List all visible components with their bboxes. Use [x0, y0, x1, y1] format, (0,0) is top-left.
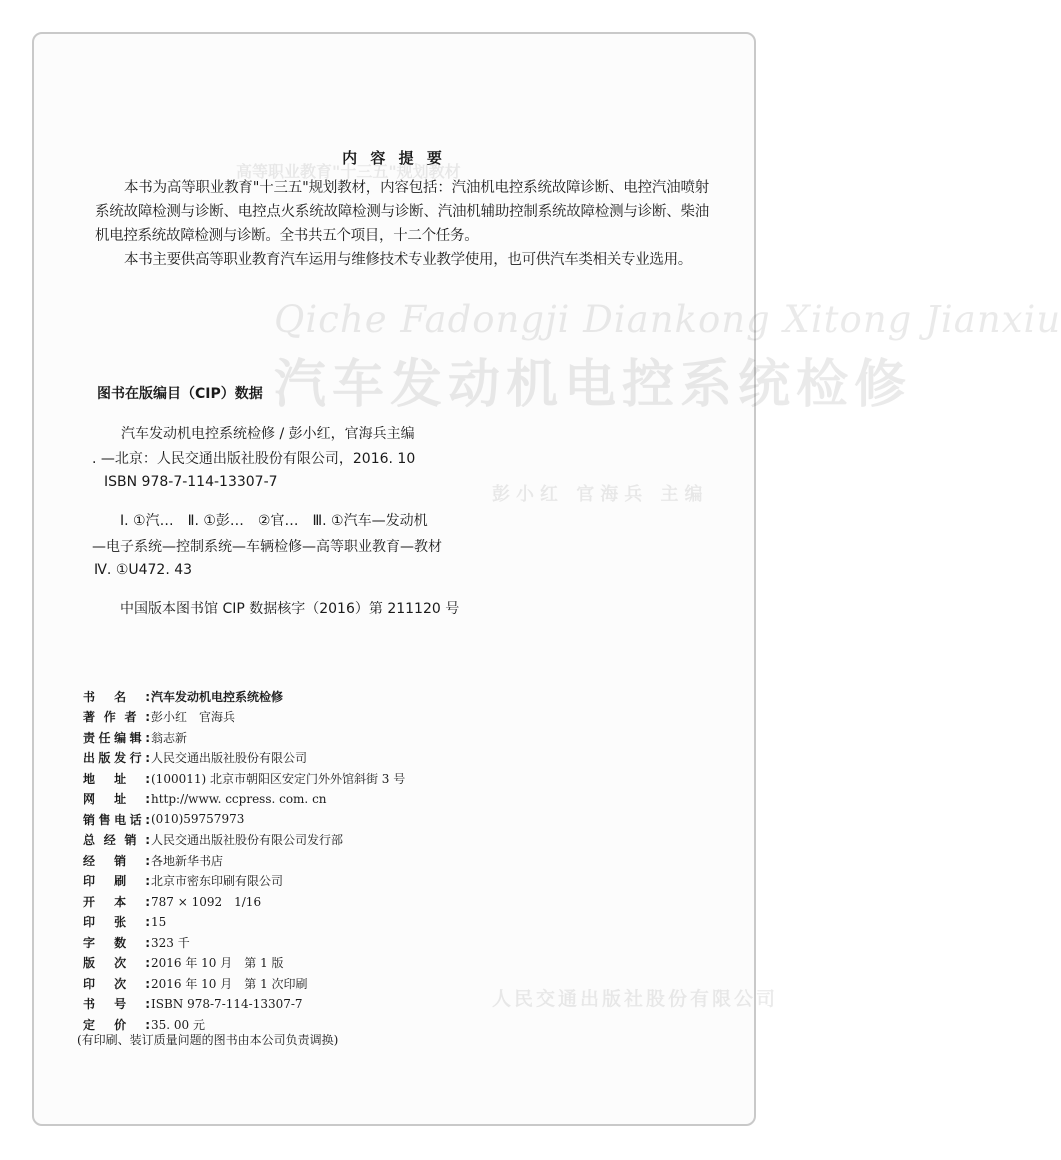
info-row-sales-phone: [83, 809, 405, 830]
cip-subject-line: Ⅰ. ①汽… Ⅱ. ①彭… ②官… Ⅲ. ①汽车—发动机: [120, 513, 428, 529]
abstract-heading: 内 容 提 要: [342, 149, 446, 167]
show-through-series: 高等职业教育"十三五"规划教材: [236, 162, 461, 181]
show-through-title: 汽车发动机电控系统检修: [274, 355, 913, 415]
abstract-paragraph: 本书主要供高等职业教育汽车运用与维修技术专业教学使用，也可供汽车类相关专业选用。: [124, 252, 692, 268]
info-value: (010)59757973: [151, 812, 245, 827]
show-through-editors: 彭小红 官海兵 主编: [492, 484, 709, 505]
cip-heading: 图书在版编目（CIP）数据: [97, 386, 263, 402]
cip-title-line: 汽车发动机电控系统检修 / 彭小红，官海兵主编: [121, 426, 415, 442]
info-row-address: [83, 768, 405, 789]
info-label: 版次:: [83, 956, 150, 971]
abstract-paragraph: 本书为高等职业教育"十三五"规划教材，内容包括：汽油机电控系统故障诊断、电控汽油喷射系统故障检测与诊断、电控点火系统故障检测与诊断、汽油机辅助控制系统故障检测与诊断、柴油机电控系统故障检测与诊断。全书共五个项目，十二个任务。: [95, 180, 709, 244]
info-value: 北京市密东印刷有限公司: [151, 874, 284, 889]
info-label: 定价:: [83, 1017, 150, 1032]
show-through-pinyin-title: Qiche Fadongji Diankong Xitong Jianxiu: [274, 298, 1061, 341]
cip-isbn-line: ISBN 978-7-114-13307-7: [104, 474, 278, 490]
quality-footnote: (有印刷、装订质量问题的图书由本公司负责调换): [77, 1033, 339, 1047]
info-row-publisher: [83, 748, 405, 769]
info-row-format: [83, 891, 405, 912]
info-row-printing: [83, 973, 405, 994]
info-value: 2016 年 10 月 第 1 次印刷: [151, 976, 308, 991]
info-label: 著作者:: [83, 710, 150, 725]
cip-classification-line: Ⅳ. ①U472. 43: [94, 562, 193, 578]
info-value: 人民交通出版社股份有限公司发行部: [151, 833, 344, 848]
info-row-sheets: [83, 912, 405, 933]
info-label: 地址:: [83, 771, 150, 786]
info-label: 出版发行:: [83, 751, 150, 766]
info-value: 各地新华书店: [151, 853, 224, 868]
info-row-edition: [83, 953, 405, 974]
info-value: 35. 00 元: [151, 1017, 205, 1032]
book-info-list: [83, 686, 405, 1035]
info-value: 人民交通出版社股份有限公司: [151, 751, 308, 766]
info-row-website: [83, 789, 405, 810]
info-label: 印次:: [83, 976, 150, 991]
cip-record-number: 中国版本图书馆 CIP 数据核字（2016）第 211120 号: [120, 601, 460, 617]
info-label: 总经销:: [83, 833, 150, 848]
info-label: 字数:: [83, 935, 150, 950]
info-label: 销售电话:: [83, 812, 150, 827]
info-row-editor: [83, 727, 405, 748]
info-label: 书名:: [83, 689, 150, 704]
copyright-page: [32, 32, 1061, 1126]
info-value: 翁志新: [151, 730, 188, 745]
info-value: 汽车发动机电控系统检修: [151, 689, 284, 704]
info-label: 书号:: [83, 997, 150, 1012]
info-value: (100011) 北京市朝阳区安定门外外馆斜街 3 号: [151, 771, 406, 786]
show-through-publisher: 人民交通出版社股份有限公司: [492, 988, 779, 1010]
info-value: 2016 年 10 月 第 1 版: [151, 956, 284, 971]
info-row-printer: [83, 871, 405, 892]
info-row-retailer: [83, 850, 405, 871]
info-value: 彭小红 官海兵: [151, 710, 236, 725]
info-label: 网址:: [83, 792, 150, 807]
cip-publisher-line: . —北京：人民交通出版社股份有限公司，2016. 10: [92, 451, 416, 467]
info-label: 印张:: [83, 915, 150, 930]
info-label: 经销:: [83, 853, 150, 868]
cip-subject-line: —电子系统—控制系统—车辆检修—高等职业教育—教材: [92, 539, 442, 555]
info-row-distributor: [83, 830, 405, 851]
info-value: 787 × 1092 1/16: [151, 894, 262, 909]
info-label: 印刷:: [83, 874, 150, 889]
info-value: ISBN 978-7-114-13307-7: [151, 996, 303, 1011]
info-row-isbn: [83, 994, 405, 1015]
info-value: 15: [151, 914, 167, 929]
info-value: http://www. ccpress. com. cn: [151, 791, 327, 806]
info-row-word-count: [83, 932, 405, 953]
info-label: 开本:: [83, 894, 150, 909]
info-row-authors: [83, 707, 405, 728]
info-row-title: [83, 686, 405, 707]
info-value: 323 千: [151, 935, 190, 950]
info-label: 责任编辑:: [83, 730, 150, 745]
